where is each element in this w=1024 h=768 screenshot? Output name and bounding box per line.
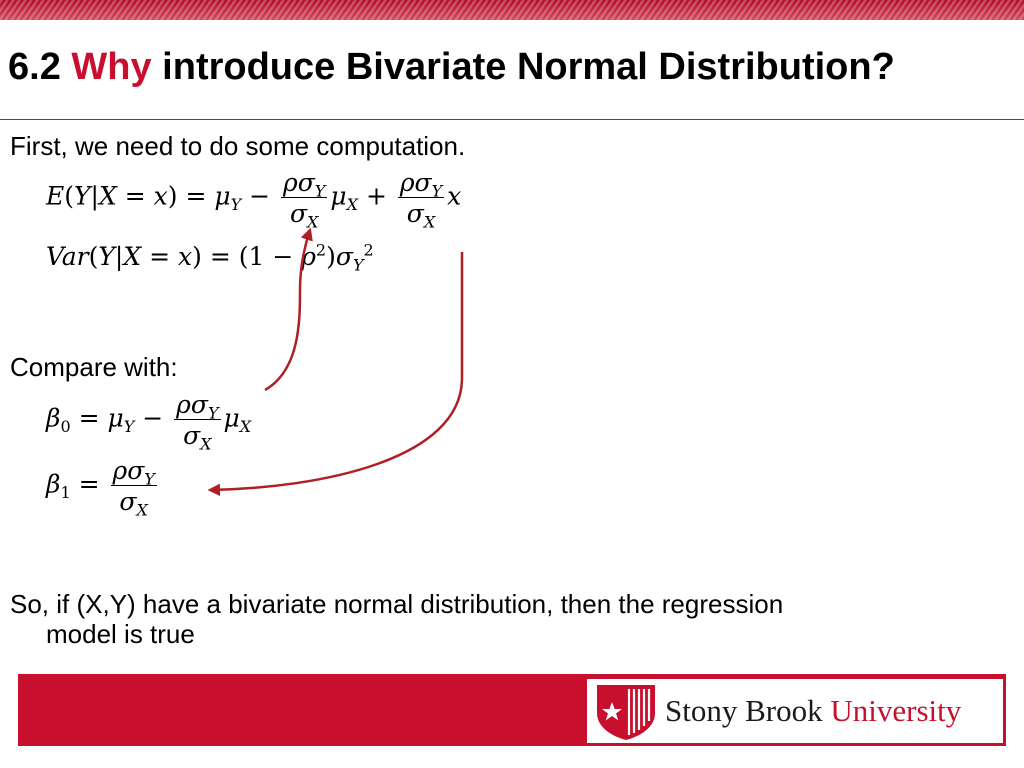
logo-name-part2: University bbox=[830, 693, 962, 728]
conditional-mean-equation: $E(Y|X = x) = \mu_Y$ − $\frac{\rho\sigma_Y}{\sigma_X}$ $\mu_X$ + $\frac{\rho\sigma_Y}{\sigma_X}$ x bbox=[46, 168, 462, 232]
beta0-equation: $\beta_0 = \mu_Y$ − $\frac{\rho\sigma_Y}{\sigma_X}$ $\mu_X$ bbox=[46, 390, 252, 454]
intro-text: First, we need to do some computation. bbox=[10, 131, 466, 161]
title-number: 6.2 bbox=[8, 46, 61, 88]
title-divider bbox=[0, 119, 1024, 120]
top-decorative-band bbox=[0, 0, 1024, 20]
conditional-variance-equation: $Var(Y|X = x) = (1 - \rho^2)\sigma_Y^2$ bbox=[46, 240, 374, 275]
title-rest: introduce Bivariate Normal Distribution? bbox=[162, 46, 895, 88]
compare-text: Compare with: bbox=[10, 352, 178, 382]
title-accent-word: Why bbox=[71, 46, 152, 88]
beta1-equation: $\beta_1$ = $\frac{\rho\sigma_Y}{\sigma_X}$ bbox=[46, 456, 155, 520]
conclusion-line-2: model is true bbox=[46, 619, 195, 649]
slide-title bbox=[8, 46, 895, 90]
university-logo bbox=[586, 678, 1004, 744]
shield-icon bbox=[595, 683, 657, 741]
logo-name-part1: Stony Brook bbox=[665, 693, 823, 728]
logo-wordmark bbox=[665, 693, 961, 729]
conclusion-line-1: So, if (X,Y) have a bivariate normal distribution, then the regression bbox=[10, 589, 784, 619]
arrow-to-beta1 bbox=[210, 252, 462, 490]
